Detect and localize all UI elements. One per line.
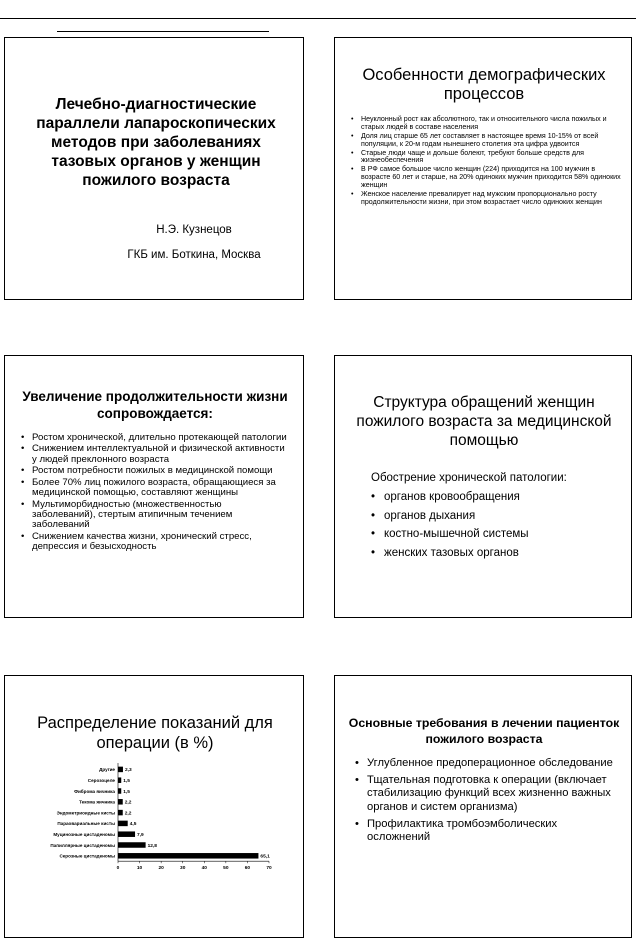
slide-indications-chart (4, 675, 304, 938)
list-item: • Ростом хронической, длительно протекающей патологии (21, 433, 287, 443)
list-item: • женских тазовых органов (371, 546, 621, 560)
data-label: 12,8 (147, 843, 157, 849)
bar (118, 842, 146, 848)
data-label: 7,9 (137, 833, 144, 838)
slide4-title: Структура обращений женщин пожилого возраста за медицинской помощью (356, 394, 612, 449)
list-item: • Углубленное предоперационное обследование (355, 757, 617, 770)
x-tick-label: 50 (223, 866, 229, 872)
slide1-affiliation: ГКБ им. Боткина, Москва (127, 249, 261, 261)
data-label: 2,2 (124, 811, 132, 817)
list-item: • органов дыхания (371, 509, 621, 523)
list-item: • Ростом потребности пожилых в медицинской помощи (21, 466, 287, 476)
list-item: • органов кровообращения (371, 490, 621, 504)
slide6-bullet-list (355, 757, 617, 848)
data-label: 65,1 (260, 854, 270, 860)
slide-treatment-requirements (334, 675, 632, 938)
category-label: Другие (99, 767, 115, 773)
category-label: Текома яичника (79, 799, 115, 805)
bar (118, 831, 135, 837)
list-item: • Профилактика тромбоэмболических осложнений (355, 818, 617, 844)
slide5-title: Распределение показаний для операции (в %) (37, 714, 273, 752)
slide4-intro: Обострение хронической патологии: (371, 472, 567, 484)
bar (118, 810, 123, 816)
bar (118, 767, 123, 773)
category-label: Параовариальные кисты (57, 821, 115, 827)
bar (118, 799, 123, 805)
category-label: Серозоцеле (87, 778, 115, 783)
list-item: • Женское население превалирует над мужским пропорционально росту продолжительности жизни, при этом возрастает число одиноких женщин (351, 191, 623, 207)
data-label: 2,3 (124, 768, 132, 774)
category-label: Папиллярные цистаденомы (50, 842, 115, 848)
data-label: 1,5 (123, 789, 130, 795)
category-label: Эндометриоидные кисты (56, 810, 115, 816)
page-header-rule (0, 18, 636, 19)
data-label: 4,5 (129, 822, 137, 828)
list-item: • Старые люди чаще и дольше болеют, требуют больше средств для жизнеобеспечения (351, 150, 623, 166)
category-label: Муцинозные цистаденомы (53, 832, 115, 837)
list-item: • Доля лиц старше 65 лет составляет в настоящее время 10-15% от всей популяции, к 20-м годам нынешнего столетия эта цифра удвоится (351, 133, 623, 149)
bar (118, 821, 128, 827)
list-item: • Тщательная подготовка к операции (включает стабилизацию функций всех жизненно важных органов и систем организма) (355, 774, 617, 814)
list-item: • Мультиморбидностью (множественностью заболеваний), стертым атипичным течением заболеваний (21, 500, 287, 531)
slide-appeal-structure (334, 355, 632, 618)
list-item: • Неуклонный рост как абсолютного, так и относительного числа пожилых и старых людей в составе населения (351, 116, 623, 132)
slide4-bullet-list (371, 490, 621, 564)
slide3-title: Увеличение продолжительности жизни сопровождается: (22, 389, 288, 421)
x-tick-label: 70 (266, 866, 272, 872)
slide6-title: Основные требования в лечении пациенток пожилого возраста (348, 716, 620, 746)
x-tick-label: 40 (201, 866, 207, 872)
slide-demographics (334, 37, 632, 300)
slide1-title: Лечебно-диагностические параллели лапароскопических методов при заболеваниях тазовых органов у женщин пожилого возраста (36, 96, 276, 189)
list-item: • Снижением интеллектуальной и физической активности у людей преклонного возраста (21, 444, 287, 465)
list-item: • костно-мышечной системы (371, 527, 621, 541)
bar (118, 853, 258, 859)
page-header-line (57, 31, 269, 32)
data-label: 2,2 (124, 800, 132, 806)
bar (118, 777, 121, 783)
category-label: Фиброма яичника (74, 788, 115, 794)
slide2-title: Особенности демографических процессов (362, 66, 606, 103)
list-item: • В РФ самое большое число женщин (224) приходится на 100 мужчин в возрасте 60 лет и старше, на 20% одиноких мужчин приходится 58% одиноких женщин (351, 166, 623, 189)
x-tick-label: 0 (116, 866, 120, 872)
slide1-author: Н.Э. Кузнецов (156, 224, 232, 236)
slide2-bullet-list (351, 116, 623, 208)
slide3-bullet-list (21, 433, 287, 553)
data-label: 1,5 (123, 779, 130, 784)
list-item: • Более 70% лиц пожилого возраста, обращающиеся за медицинской помощью, составляют женщины (21, 478, 287, 499)
category-label: Серозные цистаденомы (59, 853, 115, 859)
x-tick-label: 10 (136, 866, 143, 872)
bar (118, 788, 121, 794)
slide-title (4, 37, 304, 300)
x-tick-label: 20 (158, 866, 164, 872)
x-tick-label: 30 (180, 866, 186, 872)
slide1-author-block (5, 222, 305, 272)
x-tick-label: 60 (244, 866, 251, 872)
slide-life-expectancy (4, 355, 304, 618)
list-item: • Снижением качества жизни, хронический стресс, депрессия и безысходность (21, 532, 287, 553)
indications-bar-chart (15, 762, 285, 892)
